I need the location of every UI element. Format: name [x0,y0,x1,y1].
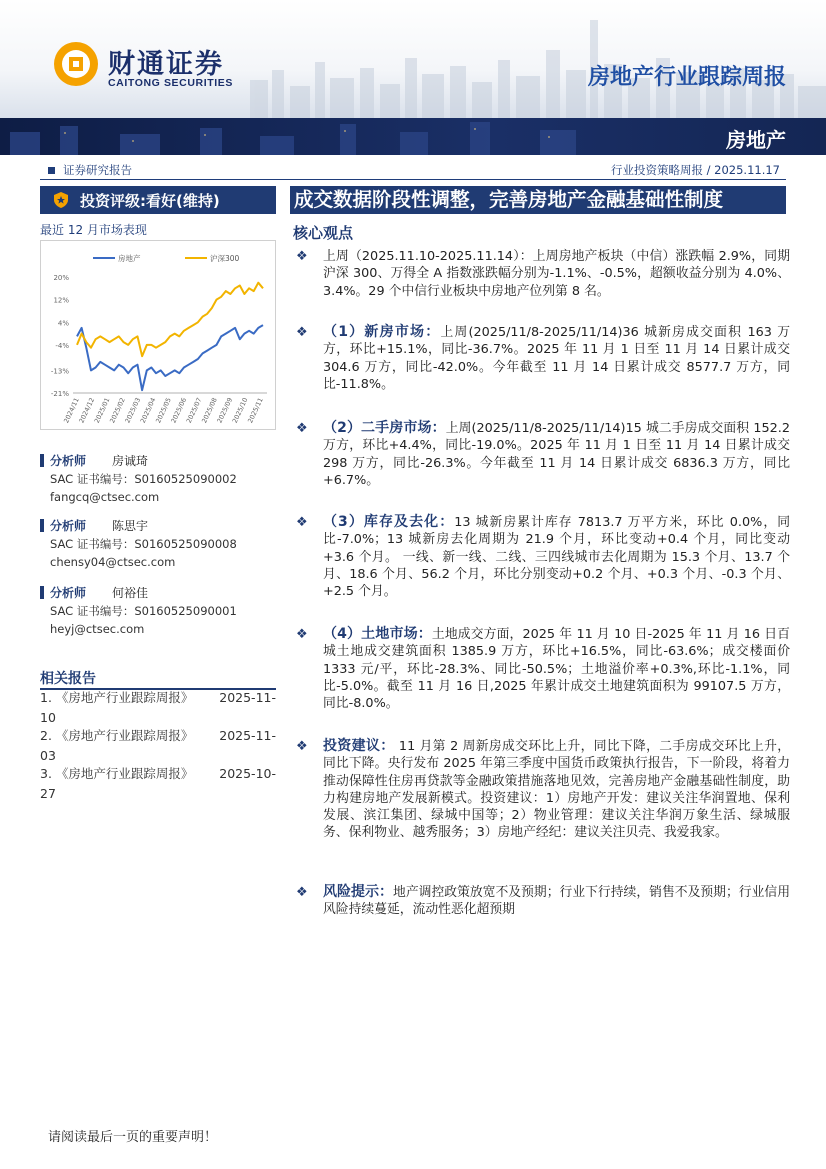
legend-label: 沪深300 [210,254,240,263]
bar-marker [40,454,44,467]
report-category-text: 证券研究报告 [63,163,132,177]
y-tick-label: -4% [55,341,69,350]
related-report-date: 2025-11- [219,690,276,705]
paragraph-text: 上周(2025/11/8-2025/11/14)15 城二手房成交面积 152.2 万方，环比+4.4%，同比-19.0%。2025 年 11 月 1 日至 11 月 14 日累计成交 298 万方，同比-26.3%。今年截至 11 月 14 日累计成交 6836.3 万方，同比+6.7%。 [323,421,791,488]
paragraph-text: 土地成交方面，2025 年 11 月 10 日-2025 年 11 月 16 日百城土地成交建筑面积 1385.9 万方，环比+16.5%，同比-63.6%；成交楼面价 1333 元/平，环比-28.3%、同比-50.5%；土地溢价率+0.3%,环比-1.1%，同比-5.0%。截至 11 月 16 日,2025 年累计成交土地建筑面积为 99107.5 万方，同比-8.0%。 [323,627,790,712]
y-tick-label: 12% [53,296,69,305]
shield-icon [54,192,68,208]
bar-marker [40,586,44,599]
analyst-sac: SAC 证书编号：S0160525090001 [50,604,237,618]
paragraph-text: 地产调控政策放宽不及预期；行业下行持续，销售不及预期；行业信用风险持续蔓延，流动性恶化超预期 [323,885,791,918]
x-tick-label: 2025/10 [230,396,250,425]
related-reports-title: 相关报告 [40,671,96,687]
x-tick-label: 2025/04 [138,396,158,425]
report-headline: 成交数据阶段性调整，完善房地产金融基础性制度 [290,186,786,214]
performance-line-chart [41,241,277,431]
paragraph-highlight: （2）二手房市场： [323,420,446,436]
x-tick-label: 2025/09 [215,396,235,425]
core-view-paragraph [296,248,790,300]
sector-label: 房地产 [726,128,786,152]
caitong-logo [52,40,100,88]
core-view-paragraph [296,626,790,712]
bar-marker [40,519,44,532]
related-report-date-wrap: 10 [40,710,56,725]
related-report-date: 2025-10- [219,766,276,781]
paragraph-highlight: （3）库存及去化： [323,514,455,530]
core-views-title: 核心观点 [293,224,354,242]
analyst-email[interactable]: fangcq@ctsec.com [50,490,160,504]
related-report-item[interactable] [40,764,276,804]
x-tick-label: 2025/03 [123,396,143,425]
related-report-date-wrap: 27 [40,786,56,801]
core-view-paragraph [296,738,790,842]
paragraph-text: 13 城新房累计库存 7813.7 万平方米，环比 0.0%，同比-7.0%；13 城新房去化周期为 21.9 个月，环比变动+0.4 个月，同比变动+3.6 个月。 一线、新一线、二线、三四线城市去化周期为 15.3 个月、13.7 个月、18.6 个月、56.2 个月，环比分别变动+0.2 个月、+0.3 个月、-0.3 个月、+2.5 个月。 [323,515,791,600]
paragraph-highlight: （1）新房市场： [323,324,441,340]
related-report-item[interactable] [40,688,276,728]
report-title: 房地产行业跟踪周报 [587,65,786,90]
square-icon [48,167,55,174]
x-tick-label: 2025/11 [246,396,265,425]
core-view-paragraph [296,420,790,489]
y-tick-label: 4% [57,319,69,328]
market-performance-chart [40,240,276,430]
investment-rating [40,186,276,214]
analyst-name: 何裕佳 [112,585,149,600]
x-tick-label: 2024/12 [77,396,97,425]
x-tick-label: 2025/05 [154,396,173,425]
diamond-bullet-icon: ❖ [296,515,308,530]
diamond-bullet-icon: ❖ [296,627,308,642]
diamond-bullet-icon: ❖ [296,421,308,436]
related-report-title: 3. 《房地产行业跟踪周报》 [40,766,194,781]
core-view-paragraph [296,514,790,600]
report-category [48,162,132,178]
related-report-title: 2. 《房地产行业跟踪周报》 [40,728,194,743]
x-tick-label: 2025/06 [169,396,189,425]
y-tick-label: -21% [50,390,69,398]
related-report-date-wrap: 03 [40,748,56,763]
report-header [0,0,826,155]
y-tick-label: 20% [53,274,69,282]
analyst-email[interactable]: chensy04@ctsec.com [50,555,176,569]
footer-disclaimer-note: 请阅读最后一页的重要声明！ [48,1130,218,1145]
analyst-card [40,517,276,569]
report-type-date: 行业投资策略周报 / 2025.11.17 [610,163,780,177]
diamond-bullet-icon: ❖ [296,249,308,264]
header-band [0,118,826,155]
x-tick-label: 2025/02 [108,396,127,425]
y-tick-label: -13% [50,367,69,376]
analyst-name: 房诚琦 [112,453,149,468]
analyst-email[interactable]: heyj@ctsec.com [50,622,145,636]
paragraph-highlight: （4）土地市场： [323,626,432,642]
x-tick-label: 2025/08 [200,396,219,425]
diamond-bullet-icon: ❖ [296,325,308,340]
analyst-role: 分析师 [50,585,87,600]
paragraph-highlight: 投资建议： [323,738,395,754]
analyst-card [40,584,276,636]
related-report-date: 2025-11- [219,728,276,743]
paragraph-highlight: 风险提示： [323,884,394,900]
divider [40,179,786,180]
related-report-item[interactable] [40,726,276,766]
analyst-name: 陈思宇 [112,518,149,533]
series-line [77,283,263,357]
company-name-cn: 财通证券 [108,49,224,80]
analyst-card [40,452,276,504]
analyst-role: 分析师 [50,518,87,533]
x-tick-label: 2025/07 [184,396,204,425]
core-view-paragraph [296,884,790,919]
x-tick-label: 2025/01 [92,396,112,425]
x-tick-label: 2024/11 [62,396,81,425]
investment-rating-text: 投资评级:看好(维持) [80,191,220,210]
paragraph-text: 11 月第 2 周新房成交环比上升，同比下降，二手房成交环比上升，同比下降。央行发布 2025 年第三季度中国货币政策执行报告，下一阶段，将着力推动保障性住房再贷款等金融政策措施落地见效，完善房地产金融基础性制度，助力构建房地产发展新模式。投资建议：1）房地产开发：建议关注华润置地、保利发展、滨江集团、绿城中国等；2）物业管理：建议关注华润万象生活、绿城服务、保利物业、越秀服务；3）房地产经纪：建议关注贝壳、我爱我家。 [323,739,790,841]
paragraph-text: 上周(2025/11/8-2025/11/14)36 城新房成交面积 163 万方，环比+15.1%，同比-36.7%。2025 年 11 月 1 日至 11 月 14 日累计成交 304.6 万方，同比-42.0%。今年截至 11 月 14 日累计成交 8577.7 万方，同比-11.8%。 [323,325,790,392]
diamond-bullet-icon: ❖ [296,739,308,754]
legend-label: 房地产 [118,254,141,263]
market-performance-label: 最近 12 月市场表现 [40,223,147,237]
analyst-sac: SAC 证书编号：S0160525090002 [50,472,237,486]
diamond-bullet-icon: ❖ [296,885,308,900]
core-view-paragraph [296,324,790,393]
related-report-title: 1. 《房地产行业跟踪周报》 [40,690,194,705]
paragraph-text: 上周（2025.11.10-2025.11.14）：上周房地产板块（中信）涨跌幅 2.9%，同期沪深 300、万得全 A 指数涨跌幅分别为-1.1%、-0.5%，超额收益分别为 4.0%、3.4%。29 个中信行业板块中房地产位列第 8 名。 [323,249,790,299]
analyst-sac: SAC 证书编号：S0160525090008 [50,537,237,551]
series-line [77,325,263,390]
analyst-role: 分析师 [50,453,87,468]
company-name-en: CAITONG SECURITIES [108,77,233,89]
